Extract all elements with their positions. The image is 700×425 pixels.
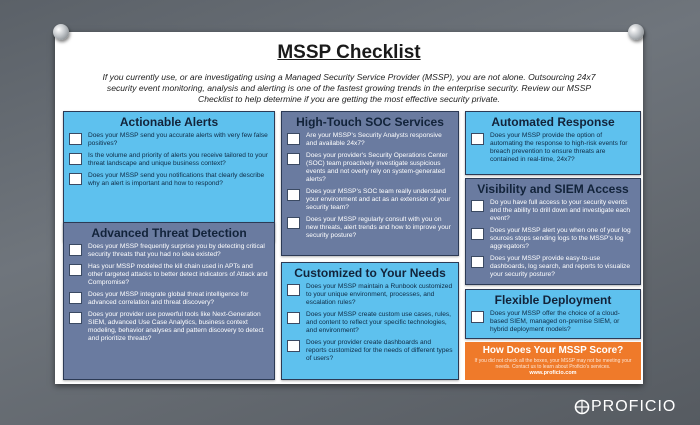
score-link[interactable]: www.proficio.com bbox=[529, 370, 577, 376]
checkbox[interactable] bbox=[287, 153, 300, 165]
item-text: Does your MSSP send you accurate alerts with very few false positives? bbox=[88, 132, 268, 147]
pushpin-icon bbox=[53, 24, 69, 40]
item-text: Does your MSSP provide easy-to-use dashboards, log search, and reports to visualize your security posture? bbox=[490, 255, 631, 278]
checkbox[interactable] bbox=[69, 292, 82, 304]
checkbox[interactable] bbox=[287, 312, 300, 324]
intro-text: If you currently use, or are investigating using a Managed Security Service Provider (MSSP), you are not alone. Outsourcing 24x7 security event monitoring, analysis and alerting is one of the fastest growing trends in the enterprise security. Review our MSSP Checklist to help determine if you are getting the most effective security private. bbox=[102, 72, 596, 104]
checklist-item bbox=[69, 243, 269, 259]
checkbox[interactable] bbox=[69, 133, 82, 145]
automated-response-title: Automated Response bbox=[491, 115, 615, 129]
checklist-item bbox=[287, 311, 453, 335]
actionable-alerts-title: Actionable Alerts bbox=[119, 115, 219, 129]
checklist-item bbox=[69, 172, 269, 188]
checklist-item bbox=[69, 291, 269, 307]
checkbox[interactable] bbox=[287, 189, 300, 201]
checkbox[interactable] bbox=[471, 311, 484, 323]
proficio-logo-icon bbox=[574, 399, 590, 415]
customized-title: Customized to Your Needs bbox=[294, 266, 446, 280]
checkbox[interactable] bbox=[69, 264, 82, 276]
checklist-item bbox=[287, 216, 453, 240]
checkbox[interactable] bbox=[471, 228, 484, 240]
item-text: Does your MSSP create custom use cases, rules, and content to reflect your specific technologies, and environment? bbox=[306, 311, 452, 334]
checklist-item bbox=[471, 227, 635, 251]
item-text: Does your MSSP send you notifications that clearly describe why an alert is important and how to respond? bbox=[88, 172, 265, 187]
item-text: Does your MSSP maintain a Runbook customized to your unique environment, processes, and escalation rules? bbox=[306, 283, 453, 306]
item-text: Does your MSSP frequently surprise you by detecting critical security threats that you had no idea existed? bbox=[88, 243, 265, 258]
item-text: Does your MSSP provide the option of automating the response to high-risk events for breach prevention to ensure threats are contained in real-time, 24x7? bbox=[490, 132, 628, 163]
checkbox[interactable] bbox=[471, 200, 484, 212]
automated-response-box bbox=[465, 111, 641, 175]
checklist-item bbox=[471, 310, 635, 334]
checklist-item bbox=[69, 311, 269, 343]
advanced-threat-box bbox=[63, 222, 275, 380]
checklist-item bbox=[287, 152, 453, 184]
checkbox[interactable] bbox=[69, 244, 82, 256]
pushpin-icon bbox=[628, 24, 644, 40]
checklist-item bbox=[471, 199, 635, 223]
item-text: Is the volume and priority of alerts you receive tailored to your threat landscape and unique business context? bbox=[88, 152, 268, 167]
visibility-siem-box bbox=[465, 178, 641, 285]
checkbox[interactable] bbox=[69, 153, 82, 165]
score-text: If you did not check all the boxes, your MSSP may not be meeting your needs. Contact us to learn about Proficio's services. bbox=[474, 358, 632, 370]
checkbox[interactable] bbox=[471, 133, 484, 145]
item-text: Does your MSSP alert you when one of your log sources stops sending logs to the MSSP's log aggregators? bbox=[490, 227, 631, 250]
checklist-item bbox=[69, 263, 269, 287]
checkbox[interactable] bbox=[287, 284, 300, 296]
score-title: How Does Your MSSP Score? bbox=[482, 345, 624, 356]
checklist-item bbox=[287, 283, 453, 307]
checkbox[interactable] bbox=[471, 256, 484, 268]
checkbox[interactable] bbox=[287, 217, 300, 229]
checkbox[interactable] bbox=[69, 312, 82, 324]
item-text: Are your MSSP's Security Analysts responsive and available 24x7? bbox=[306, 132, 442, 147]
item-text: Does your MSSP offer the choice of a cloud-based SIEM, managed on-premise SIEM, or hybrid deployment models? bbox=[490, 310, 620, 333]
visibility-siem-title: Visibility and SIEM Access bbox=[477, 182, 629, 196]
proficio-logo bbox=[574, 398, 676, 416]
high-touch-soc-box bbox=[281, 111, 459, 256]
item-text: Does your MSSP integrate global threat intelligence for advanced correlation and threat discovery? bbox=[88, 291, 249, 306]
item-text: Does your provider create dashboards and reports customized for the needs of different types of users? bbox=[306, 339, 453, 362]
advanced-threat-title: Advanced Threat Detection bbox=[91, 226, 247, 240]
checklist-item bbox=[471, 255, 635, 279]
checklist-item bbox=[287, 132, 453, 148]
item-text: Does your MSSP regularly consult with you on new threats, alert trends and how to improve your security posture? bbox=[306, 216, 451, 239]
logo-text: PROFICIO bbox=[591, 398, 677, 415]
checkbox[interactable] bbox=[287, 133, 300, 145]
item-text: Do you have full access to your security events and the ability to drill down and investigate each event? bbox=[490, 199, 631, 222]
checklist-board bbox=[55, 32, 643, 384]
item-text: Has your MSSP modeled the kill chain used in APTs and other targeted attacks to better detect indicators of Attack and Compromise? bbox=[88, 263, 268, 286]
checklist-item bbox=[287, 339, 453, 363]
checklist-item bbox=[69, 132, 269, 148]
customized-box bbox=[281, 262, 459, 380]
high-touch-soc-title: High-Touch SOC Services bbox=[296, 115, 444, 129]
flexible-deployment-title: Flexible Deployment bbox=[494, 293, 612, 307]
item-text: Does your MSSP's SOC team really understand your environment and act as an extension of your security team? bbox=[306, 188, 451, 211]
flexible-deployment-box bbox=[465, 289, 641, 339]
page-title: MSSP Checklist bbox=[277, 42, 421, 63]
item-text: Does your provider's Security Operations Center (SOC) team proactively investigate suspicious events and not overly rely on system-generated alerts? bbox=[306, 152, 448, 183]
checklist-item bbox=[287, 188, 453, 212]
item-text: Does your provider use powerful tools like Next-Generation SIEM, advanced Use Case Analytics, business context modeling, behavior analyses and pattern discovery to detect and prioritize threats? bbox=[88, 311, 264, 342]
score-box bbox=[465, 342, 641, 380]
checklist-item bbox=[69, 152, 269, 168]
checkbox[interactable] bbox=[287, 340, 300, 352]
checkbox[interactable] bbox=[69, 173, 82, 185]
checklist-item bbox=[471, 132, 635, 164]
